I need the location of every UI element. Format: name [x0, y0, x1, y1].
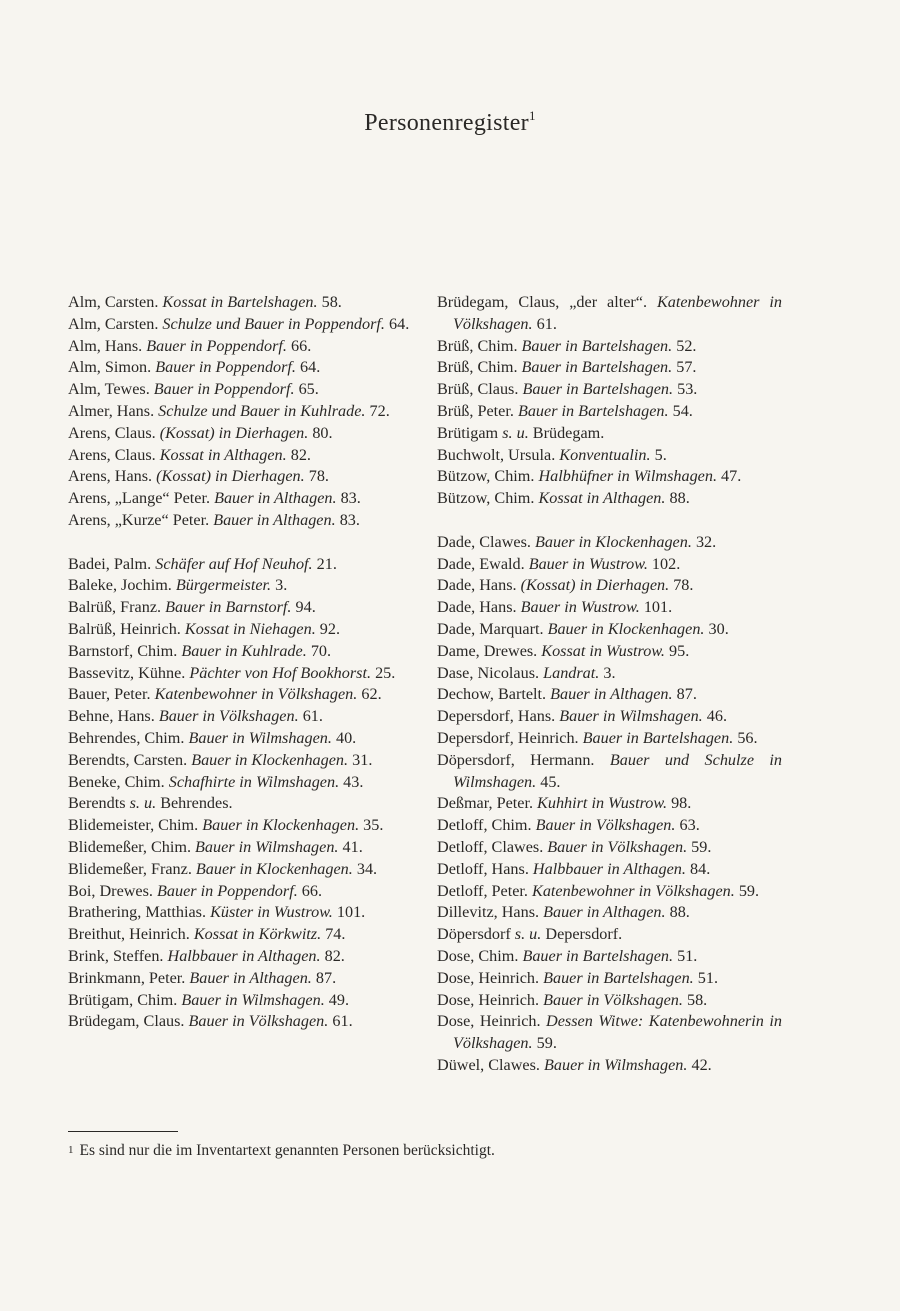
entry-page-reference: 43.: [343, 772, 364, 791]
entry-page-reference: 83.: [340, 489, 361, 508]
entry-description: Katenbewohner in Völkshagen.: [532, 881, 735, 900]
entry-name: Brink, Steffen.: [68, 946, 164, 965]
register-entry: [68, 379, 413, 401]
entry-name: Dose, Heinrich.: [437, 1012, 541, 1031]
register-entry: [437, 641, 782, 663]
entry-name: Depersdorf, Heinrich.: [437, 728, 579, 747]
entry-page-reference: 25.: [375, 663, 396, 682]
entry-page-reference: 52.: [676, 336, 697, 355]
entry-description: Bauer in Klockenhagen.: [547, 619, 705, 638]
register-entry: [68, 663, 413, 685]
entry-page-reference: 61.: [536, 314, 557, 333]
entry-page-reference: 82.: [290, 445, 311, 464]
entry-name: Dose, Chim.: [437, 946, 519, 965]
register-entry: [437, 466, 782, 488]
register-entry: [437, 859, 782, 881]
register-entry: [437, 445, 782, 467]
entry-page-reference: 5.: [654, 445, 667, 464]
entry-name: Depersdorf, Hans.: [437, 707, 556, 726]
entry-page-reference: 80.: [312, 423, 333, 442]
register-entry: [68, 684, 413, 706]
register-entry: [68, 510, 413, 532]
entry-page-reference: 66.: [301, 881, 323, 900]
entry-description: (Kossat) in Dierhagen.: [159, 423, 309, 442]
entry-page-reference: 70.: [310, 641, 332, 660]
entry-page-reference: 57.: [676, 358, 697, 377]
entry-description: Bauer in Barnstorf.: [165, 598, 292, 617]
entry-description: Bauer in Poppendorf.: [153, 380, 295, 399]
entry-description: Bauer in Wilmshagen.: [188, 728, 332, 747]
entry-description: Bauer in Wilmshagen.: [544, 1055, 688, 1074]
entry-description: s. u.: [502, 423, 529, 442]
entry-page-reference: 42.: [691, 1055, 712, 1074]
entry-page-reference: 53.: [677, 380, 698, 399]
register-entry: [437, 663, 782, 685]
entry-name: Dade, Hans.: [437, 598, 517, 617]
entry-description: Bauer in Wustrow.: [528, 554, 648, 573]
entry-name: Baleke, Jochim.: [68, 576, 172, 595]
entry-name: Behrendes, Chim.: [68, 728, 185, 747]
register-entry: [437, 684, 782, 706]
entry-name: Dade, Ewald.: [437, 554, 525, 573]
register-entry: [437, 1011, 782, 1055]
entry-page-reference: 3.: [275, 576, 288, 595]
entry-page-reference: 59.: [691, 837, 712, 856]
register-entry: [437, 728, 782, 750]
entry-name: Bützow, Chim.: [437, 467, 535, 486]
entry-description: Halbbauer in Althagen.: [532, 859, 686, 878]
register-entry: [68, 423, 413, 445]
entry-name: Brinkmann, Peter.: [68, 968, 186, 987]
entry-name: Brüdegam, Claus.: [68, 1012, 185, 1031]
entry-name: Brüdegam, Claus, „der alter“.: [437, 293, 648, 311]
entry-page-reference: 34.: [356, 859, 378, 878]
register-entry: [68, 314, 413, 336]
entry-description: Schafhirte in Wilmshagen.: [168, 772, 340, 791]
register-entry: [437, 815, 782, 837]
register-entry: [437, 597, 782, 619]
entry-description: Katenbewohner in Völkshagen.: [453, 293, 782, 333]
entry-name: Düwel, Clawes.: [437, 1055, 540, 1074]
entry-page-reference: 87.: [315, 968, 337, 987]
register-entry: [68, 554, 413, 576]
register-entry: [68, 706, 413, 728]
entry-description: Bauer in Poppendorf.: [146, 336, 287, 355]
entry-page-reference: 65.: [298, 380, 319, 399]
entry-name: Arens, „Kurze“ Peter.: [68, 510, 210, 529]
entry-description: Bauer in Althagen.: [189, 968, 312, 987]
entry-description: Bauer in Bartelshagen.: [521, 358, 673, 377]
footnote-mark: 1: [68, 1144, 74, 1156]
entry-description: Bürgermeister.: [175, 576, 272, 595]
entry-description: Bauer in Bartelshagen.: [543, 968, 694, 987]
entry-page-reference: 54.: [672, 401, 693, 420]
entry-description: Bauer in Bartelshagen.: [517, 401, 669, 420]
register-entry: [68, 292, 413, 314]
entry-page-reference: 98.: [671, 794, 692, 813]
entry-name: Berendts: [68, 794, 126, 813]
register-entry: [68, 859, 413, 881]
register-entry: [68, 902, 413, 924]
entry-page-reference: 102.: [651, 554, 681, 573]
entry-page-reference: 64.: [389, 314, 410, 333]
entry-page-reference: 46.: [706, 707, 727, 726]
entry-description: Kuhhirt in Wustrow.: [537, 794, 668, 813]
entry-description: s. u.: [129, 794, 157, 813]
entry-name: Alm, Simon.: [68, 358, 152, 377]
entry-description: Bauer in Althagen.: [213, 510, 336, 529]
entry-name: Arens, „Lange“ Peter.: [68, 489, 211, 508]
register-entry: [68, 728, 413, 750]
entry-name: Boi, Drewes.: [68, 881, 153, 900]
entry-description: Pächter von Hof Bookhorst.: [189, 663, 372, 682]
entry-description: Bauer und Schulze in Wilmshagen.: [453, 750, 783, 791]
register-entry: [437, 532, 782, 554]
entry-name: Beneke, Chim.: [68, 772, 165, 791]
entry-name: Alm, Tewes.: [68, 380, 150, 399]
entry-name: Arens, Claus.: [68, 445, 156, 464]
entry-name: Döpersdorf, Hermann.: [437, 750, 595, 769]
entry-description: Kossat in Althagen.: [159, 445, 287, 464]
entry-description: Katenbewohner in Völkshagen.: [154, 685, 358, 704]
register-entry: [68, 401, 413, 423]
entry-name: Berendts, Carsten.: [68, 750, 188, 769]
entry-name: Bützow, Chim.: [437, 489, 535, 508]
entry-name: Döpersdorf: [437, 925, 511, 944]
footnote-text: Es sind nur die im Inventartext genannten Personen berücksichtigt.: [79, 1142, 495, 1159]
entry-description: Halbbauer in Althagen.: [167, 946, 321, 965]
entry-name: Detloff, Hans.: [437, 859, 529, 878]
entry-name: Brüß, Chim.: [437, 358, 518, 377]
register-entry: [68, 641, 413, 663]
register-entry: [68, 837, 413, 859]
entry-description: Bauer in Wilmshagen.: [559, 707, 703, 726]
register-entry: [68, 619, 413, 641]
register-entry: [68, 968, 413, 990]
entry-page-reference: 35.: [363, 816, 384, 835]
register-entry: [437, 336, 782, 358]
register-entry: [437, 357, 782, 379]
entry-name: Dade, Clawes.: [437, 532, 531, 551]
register-entry: [68, 597, 413, 619]
entry-name: Dose, Heinrich.: [437, 990, 540, 1009]
entry-name: Buchwolt, Ursula.: [437, 445, 556, 464]
entry-page-reference: 31.: [352, 750, 373, 769]
register-entry: [437, 401, 782, 423]
register-entry: [68, 1011, 413, 1033]
register-entry: [68, 881, 413, 903]
entry-page-reference: 88.: [669, 903, 690, 922]
entry-description: (Kossat) in Dierhagen.: [156, 467, 305, 486]
entry-name: Blidemeister, Chim.: [68, 816, 199, 835]
register-entry: [437, 706, 782, 728]
entry-name: Blidemeßer, Chim.: [68, 837, 191, 856]
entry-description: (Kossat) in Dierhagen.: [520, 576, 670, 595]
entry-page-reference: 88.: [669, 489, 690, 508]
entry-description: Küster in Wustrow.: [210, 903, 333, 922]
register-entry: [68, 946, 413, 968]
entry-description: Dessen Witwe: Katenbewohnerin in Völkshagen.: [453, 1012, 783, 1053]
entry-name: Dase, Nicolaus.: [437, 663, 540, 682]
entry-page-reference: 40.: [335, 728, 357, 747]
entry-name: Behne, Hans.: [68, 707, 155, 726]
entry-description: Bauer in Bartelshagen.: [521, 336, 673, 355]
register-entry: [437, 423, 782, 445]
entry-description: Bauer in Völkshagen.: [547, 837, 688, 856]
register-column-left: [68, 292, 413, 1033]
entry-page-reference: 59.: [738, 881, 760, 900]
entry-description: Kossat in Wustrow.: [541, 641, 665, 660]
register-entry: [437, 837, 782, 859]
entry-page-reference: 94.: [295, 598, 316, 617]
entry-name: Balrüß, Heinrich.: [68, 619, 181, 638]
entry-page-reference: 63.: [679, 816, 700, 835]
register-column-right: [437, 292, 782, 1077]
entry-description: Bauer in Klockenhagen.: [202, 816, 360, 835]
entry-description: Kossat in Althagen.: [538, 489, 666, 508]
register-entry: [68, 990, 413, 1012]
entry-name: Badei, Palm.: [68, 554, 152, 573]
entry-description: Schulze und Bauer in Kuhlrade.: [158, 401, 366, 420]
letter-group-gap: [68, 532, 413, 554]
register-entry: [68, 793, 413, 815]
entry-page-reference: 74.: [325, 925, 346, 944]
entry-name: Bassevitz, Kühne.: [68, 663, 186, 682]
entry-page-reference: 56.: [737, 728, 758, 747]
entry-description: Bauer in Klockenhagen.: [191, 750, 349, 769]
register-entry: [437, 379, 782, 401]
entry-page-reference: 49.: [328, 990, 350, 1009]
entry-page-reference: 101.: [336, 903, 366, 922]
entry-page-reference: 45.: [540, 772, 561, 791]
register-entry: [68, 336, 413, 358]
entry-description: Schulze und Bauer in Poppendorf.: [162, 314, 385, 333]
register-entry: [437, 924, 782, 946]
entry-description: Kossat in Niehagen.: [184, 619, 316, 638]
entry-name: Brütigam, Chim.: [68, 990, 178, 1009]
entry-description: Kossat in Körkwitz.: [193, 925, 322, 944]
entry-name: Brüß, Claus.: [437, 380, 519, 399]
register-entry: [68, 575, 413, 597]
register-entry: [437, 750, 782, 794]
entry-name: Dose, Heinrich.: [437, 968, 540, 987]
register-entry: [437, 946, 782, 968]
entry-description: Bauer in Völkshagen.: [188, 1012, 329, 1031]
entry-description: Landrat.: [543, 663, 600, 682]
register-entry: [68, 466, 413, 488]
register-entry: [68, 445, 413, 467]
entry-description: Bauer in Wustrow.: [520, 598, 640, 617]
register-entry: [68, 924, 413, 946]
footnote: [68, 1141, 788, 1161]
entry-page-reference: 101.: [643, 598, 673, 617]
register-entry: [68, 750, 413, 772]
entry-page-reference: 61.: [302, 707, 323, 726]
entry-page-reference: 82.: [324, 946, 345, 965]
entry-page-reference: 3.: [603, 663, 616, 682]
entry-description: Halbhüfner in Wilmshagen.: [538, 467, 717, 486]
entry-page-reference: 62.: [361, 685, 382, 704]
entry-name: Detloff, Peter.: [437, 881, 528, 900]
entry-description: Bauer in Poppendorf.: [155, 358, 296, 377]
register-entry: [68, 772, 413, 794]
entry-description: Konventualin.: [559, 445, 651, 464]
register-entry: [437, 902, 782, 924]
register-entry: [437, 968, 782, 990]
register-entry: [437, 488, 782, 510]
entry-page-reference: Brüdegam.: [532, 423, 605, 442]
entry-name: Dade, Hans.: [437, 576, 517, 595]
entry-name: Almer, Hans.: [68, 401, 155, 420]
entry-page-reference: Behrendes.: [160, 794, 233, 813]
entry-name: Bauer, Peter.: [68, 685, 151, 704]
entry-page-reference: 32.: [695, 532, 717, 551]
entry-name: Deßmar, Peter.: [437, 794, 533, 813]
entry-description: Bauer in Völkshagen.: [535, 816, 676, 835]
register-entry: [437, 793, 782, 815]
entry-description: Bauer in Althagen.: [543, 903, 666, 922]
entry-description: Bauer in Wilmshagen.: [181, 990, 325, 1009]
entry-description: Schäfer auf Hof Neuhof.: [155, 554, 313, 573]
entry-page-reference: 61.: [332, 1012, 353, 1031]
register-entry: [68, 488, 413, 510]
entry-name: Dame, Drewes.: [437, 641, 538, 660]
entry-page-reference: 78.: [308, 467, 329, 486]
entry-description: Bauer in Bartelshagen.: [522, 380, 674, 399]
entry-page-reference: 30.: [708, 619, 729, 638]
entry-page-reference: 59.: [536, 1034, 557, 1053]
register-entry: [437, 990, 782, 1012]
entry-page-reference: 66.: [291, 336, 312, 355]
register-entry: [437, 292, 782, 336]
register-entry: [437, 1055, 782, 1077]
entry-name: Brüß, Chim.: [437, 336, 518, 355]
entry-page-reference: 87.: [676, 685, 697, 704]
register-entry: [437, 575, 782, 597]
entry-description: Bauer in Poppendorf.: [157, 881, 298, 900]
letter-group-gap: [437, 510, 782, 532]
entry-page-reference: 92.: [319, 619, 341, 638]
entry-name: Breithut, Heinrich.: [68, 925, 190, 944]
entry-description: Bauer in Althagen.: [550, 685, 673, 704]
register-entry: [68, 357, 413, 379]
entry-page-reference: Depersdorf.: [545, 925, 623, 944]
entry-page-reference: 64.: [300, 358, 321, 377]
entry-name: Brütigam: [437, 423, 499, 442]
entry-page-reference: 51.: [697, 968, 718, 987]
register-entry: [68, 815, 413, 837]
entry-page-reference: 47.: [721, 467, 742, 486]
entry-name: Alm, Carsten.: [68, 314, 159, 333]
entry-page-reference: 21.: [316, 554, 337, 573]
entry-description: Bauer in Völkshagen.: [158, 707, 299, 726]
entry-description: Bauer in Klockenhagen.: [195, 859, 353, 878]
register-entry: [437, 619, 782, 641]
page-title: [0, 110, 900, 137]
entry-name: Brüß, Peter.: [437, 401, 514, 420]
entry-description: Bauer in Bartelshagen.: [582, 728, 734, 747]
entry-name: Alm, Hans.: [68, 336, 143, 355]
entry-name: Balrüß, Franz.: [68, 598, 162, 617]
entry-description: Bauer in Wilmshagen.: [195, 837, 339, 856]
entry-name: Dechow, Bartelt.: [437, 685, 547, 704]
entry-page-reference: 72.: [369, 401, 390, 420]
register-entry: [437, 881, 782, 903]
entry-name: Brathering, Matthias.: [68, 903, 207, 922]
entry-name: Arens, Hans.: [68, 467, 153, 486]
entry-name: Barnstorf, Chim.: [68, 641, 178, 660]
entry-page-reference: 78.: [673, 576, 694, 595]
title-text: Personenregister: [364, 110, 529, 136]
entry-page-reference: 95.: [669, 641, 690, 660]
entry-description: Bauer in Völkshagen.: [543, 990, 683, 1009]
entry-description: Bauer in Bartelshagen.: [522, 946, 674, 965]
entry-name: Arens, Claus.: [68, 423, 156, 442]
entry-name: Dade, Marquart.: [437, 619, 544, 638]
entry-page-reference: 51.: [677, 946, 698, 965]
entry-description: s. u.: [514, 925, 542, 944]
entry-name: Detloff, Chim.: [437, 816, 532, 835]
entry-page-reference: 41.: [342, 837, 363, 856]
entry-description: Bauer in Althagen.: [214, 489, 337, 508]
entry-page-reference: 58.: [686, 990, 708, 1009]
entry-name: Blidemeßer, Franz.: [68, 859, 192, 878]
entry-name: Alm, Carsten.: [68, 293, 159, 311]
entry-description: Bauer in Klockenhagen.: [535, 532, 692, 551]
entry-name: Detloff, Clawes.: [437, 837, 544, 856]
entry-page-reference: 83.: [339, 510, 360, 529]
entry-name: Dillevitz, Hans.: [437, 903, 540, 922]
title-footnote-mark: 1: [528, 108, 536, 123]
register-entry: [437, 554, 782, 576]
entry-description: Kossat in Bartelshagen.: [162, 293, 318, 311]
entry-page-reference: 84.: [690, 859, 711, 878]
entry-description: Bauer in Kuhlrade.: [181, 641, 307, 660]
entry-page-reference: 58.: [321, 293, 342, 311]
footnote-rule: [68, 1131, 178, 1132]
